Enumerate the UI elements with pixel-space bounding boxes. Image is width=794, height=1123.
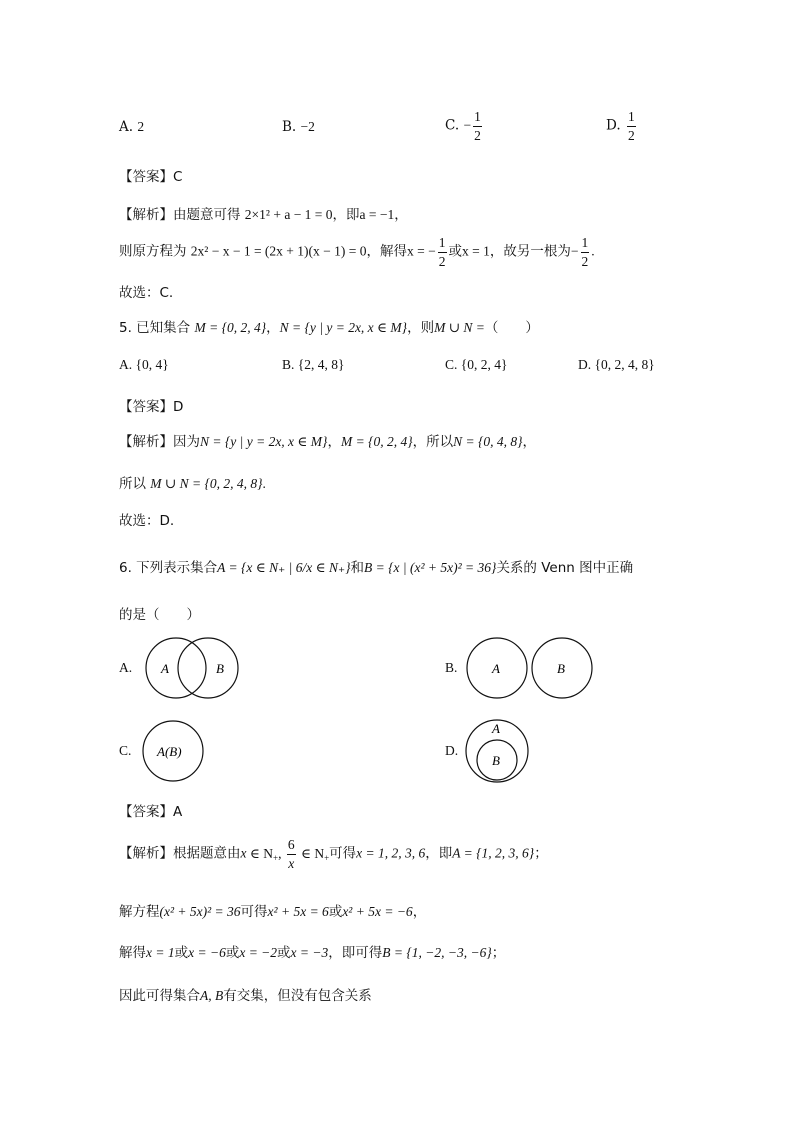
q6-option-b-letter: B. [445, 660, 458, 675]
q5-option-a: A. {0, 4} [119, 357, 169, 372]
fraction: $\frac{1}{2}$ [627, 109, 635, 143]
q4-analysis-line-2: 则原方程为 2x² − x − 1 = (2x + 1)(x − 1) = 0，解得x = − $\frac{1}{2}$ 或x = 1，故另一根为− $\frac{1}{2}$ . [119, 235, 595, 269]
q4-option-a: A. 2 [119, 119, 145, 135]
venn-label: B [216, 661, 224, 676]
q6-venn-b [464, 635, 599, 701]
q5-answer: 【答案】D [119, 399, 184, 415]
venn-label: B [557, 661, 565, 676]
q6-venn-c [140, 718, 208, 784]
q4-option-b: B. −2 [282, 119, 315, 135]
q6-option-d-letter: D. [445, 743, 459, 758]
q5-analysis-line-2: 所以 M ∪ N = {0, 2, 4, 8}. [119, 476, 266, 492]
venn-label: B [492, 753, 500, 768]
venn-label: A [492, 721, 500, 736]
q4-answer: 【答案】C [119, 169, 183, 185]
q5-option-d: D. {0, 2, 4, 8} [578, 357, 655, 372]
q5-option-b: B. {2, 4, 8} [282, 357, 345, 372]
venn-label: A(B) [157, 744, 182, 759]
venn-label: A [492, 661, 500, 676]
q6-venn-d [464, 717, 532, 785]
fraction: $\frac{1}{2}$ [474, 109, 481, 143]
q5-conclusion: 故选：D. [119, 513, 175, 529]
q5-analysis-line-1: 【解析】因为N = {y | y = 2x, x ∈ M}，M = {0, 2, 4}，所以N = {0, 4, 8}， [119, 434, 537, 450]
q4-option-c: C. − $\frac{1}{2}$ [445, 109, 481, 143]
q6-stem-line-2: 的是（ ） [119, 607, 200, 623]
q6-option-a-letter: A. [119, 660, 133, 675]
q4-option-d: D. $\frac{1}{2}$ [606, 109, 635, 143]
q5-option-c: C. {0, 2, 4} [445, 357, 508, 372]
q4-conclusion: 故选：C. [119, 285, 174, 301]
q6-analysis-line-3: 解得x = 1或x = −6或x = −2或x = −3，即可得B = {1, −2, −3, −6}； [119, 945, 506, 961]
q6-venn-a [140, 635, 245, 701]
q6-stem: 6. 下列表示集合A = {x ∈ N₊ | 6/x ∈ N₊}和B = {x | (x² + 5x)² = 36}关系的 Venn 图中正确 [119, 560, 634, 576]
venn-label: A [161, 661, 169, 676]
q6-conclusion: 因此可得集合A, B有交集，但没有包含关系 [119, 988, 372, 1004]
q4-analysis-line-1: 【解析】由题意可得 2×1² + a − 1 = 0，即a = −1， [119, 207, 408, 223]
q6-analysis-line-2: 解方程(x² + 5x)² = 36可得x² + 5x = 6或x² + 5x = −6， [119, 904, 427, 920]
q6-option-c-letter: C. [119, 743, 132, 758]
q6-analysis-line-1: 【解析】根据题意由x ∈ $N_+$, $\frac{6}{x}$ ∈ $N_+$可得x = 1, 2, 3, 6，即A = {1, 2, 3, 6}； [119, 837, 548, 871]
q5-stem: 5. 已知集合 M = {0, 2, 4}，N = {y | y = 2x, x ∈ M}，则M ∪ N =（ ） [119, 320, 539, 336]
q6-answer: 【答案】A [119, 804, 183, 820]
